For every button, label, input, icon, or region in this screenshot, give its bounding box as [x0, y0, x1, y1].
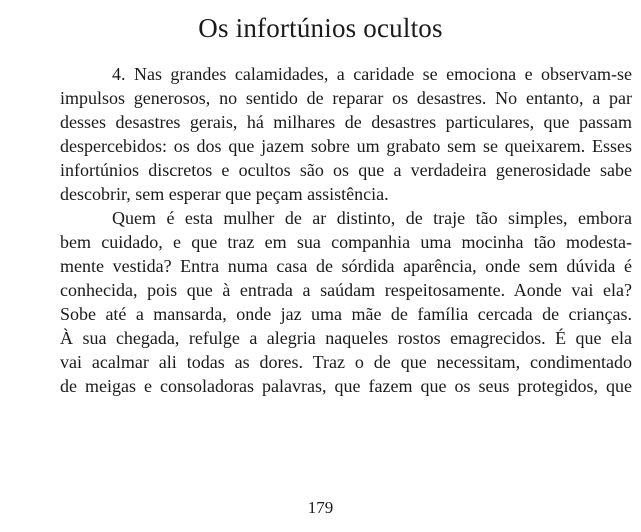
text-line: despercebidos: os dos que jazem sobre um grabato sem se queixarem. Esses: [60, 136, 632, 156]
page-number: 179: [307, 498, 334, 517]
text-line: 4. Nas grandes calamidades, a caridade se emociona e observam-se: [112, 64, 632, 84]
text-line: descobrir, sem esperar que peçam assistência.: [60, 184, 389, 204]
paragraph-1: [8, 62, 632, 206]
text-line: vai acalmar ali todas as dores. Traz o de que necessitam, condimentado: [60, 352, 632, 372]
text-line: Sobe até a mansarda, onde jaz uma mãe de família cercada de crianças.: [60, 304, 632, 324]
text-line: infortúnios discretos e ocultos são os que a verdadeira generosidade sabe: [60, 160, 632, 180]
text-line: impulsos generosos, no sentido de reparar os desastres. No entanto, a par: [60, 88, 632, 108]
text-line: Quem é esta mulher de ar distinto, de traje tão simples, embora: [112, 208, 632, 228]
text-line: À sua chegada, refulge a alegria naqueles rostos emagrecidos. É que ela: [60, 328, 632, 348]
chapter-title: Os infortúnios ocultos: [198, 13, 443, 43]
text-line: desses desastres gerais, há milhares de desastres particulares, que passam: [60, 112, 632, 132]
text-line: bem cuidado, e que traz em sua companhia uma mocinha tão modesta-: [60, 232, 632, 252]
text-line: de meigas e consoladoras palavras, que fazem que os seus protegidos, que: [60, 376, 632, 396]
text-line: mente vestida? Entra numa casa de sórdida aparência, onde sem dúvida é: [60, 256, 632, 276]
paragraph-2: [8, 206, 632, 398]
body-text: [8, 62, 632, 398]
text-line: conhecida, pois que à entrada a saúdam respeitosamente. Aonde vai ela?: [60, 280, 632, 300]
